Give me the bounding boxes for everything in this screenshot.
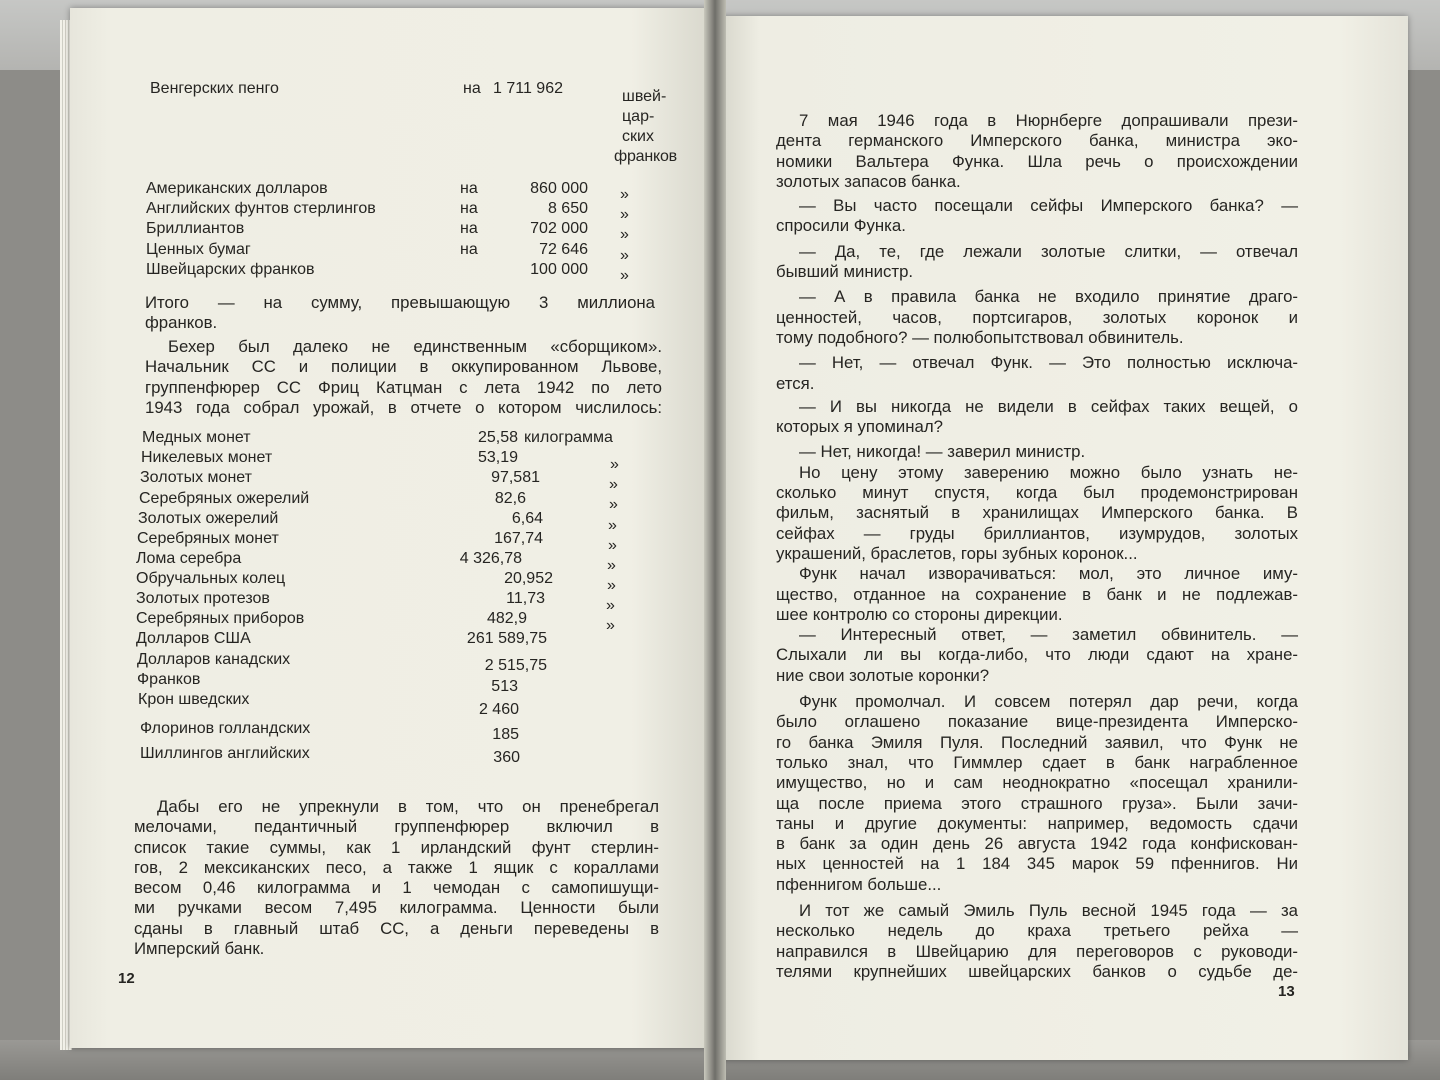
loot-amount: 513 — [491, 678, 518, 695]
text-line: шее контролю со стороны дирекции. — [776, 604, 1063, 624]
loot-label: Золотых протезов — [136, 590, 270, 607]
currency-amount: 1 711 962 — [493, 80, 563, 97]
currency-amount: 100 000 — [530, 261, 588, 278]
text-line: ется. — [776, 373, 815, 393]
loot-label: Медных монет — [142, 429, 251, 446]
paragraph-pedant — [134, 797, 659, 959]
text-line: группенфюрер СС Фриц Катцман с лета 1942 по лето — [145, 377, 662, 397]
currency-prep: на — [463, 80, 481, 97]
text-line: золотых запасов банка. — [776, 171, 961, 191]
text-line: имущество, но и сам неоднократно «посещал хранили- — [776, 773, 1298, 793]
text-line: — Вы часто посещали сейфы Имперского банка? — — [799, 196, 1298, 216]
paragraph — [776, 111, 1298, 192]
currency-amount: 702 000 — [530, 220, 588, 237]
text-line: Бехер был далеко не единственным «сборщиком». — [168, 337, 662, 356]
loot-label: Серебряных приборов — [136, 610, 305, 627]
currency-prep: на — [460, 220, 478, 237]
text-line: мелочами, педантичный группенфюрер включил в — [134, 817, 659, 837]
loot-unit: килограмма — [524, 429, 613, 446]
paragraph-total — [145, 293, 655, 334]
text-line: пфеннигом больше... — [776, 874, 942, 894]
paragraph — [776, 442, 1298, 462]
loot-unit: » — [609, 496, 618, 513]
text-line: сколько минут спустя, когда был продемонстрирован — [776, 483, 1298, 503]
paragraph — [776, 463, 1298, 564]
text-line: которых я упоминал? — [776, 417, 943, 437]
text-line: И тот же самый Эмиль Пуль весной 1945 года — за — [799, 900, 1298, 920]
loot-amount: 20,952 — [504, 570, 553, 587]
loot-amount: 482,9 — [486, 610, 527, 627]
currency-unit-line: цар- — [622, 108, 655, 125]
text-line: украшений, браслетов, горы зубных коронок... — [776, 543, 1138, 563]
loot-amount: 4 326,78 — [459, 550, 522, 567]
text-line: сданы в главный штаб СС, а деньги переведены в — [134, 918, 659, 938]
paragraph — [776, 242, 1298, 283]
loot-label: Крон шведских — [138, 691, 250, 708]
loot-amount: 2 515,75 — [484, 657, 547, 674]
currency-label: Американских долларов — [146, 180, 328, 197]
text-line: Функ начал изворачиваться: мол, это личное иму- — [799, 564, 1298, 584]
loot-label: Франков — [137, 671, 201, 688]
paragraph — [776, 625, 1298, 686]
loot-unit: » — [607, 557, 616, 574]
text-line: ценностей, часов, портсигаров, золотых коронок и — [776, 307, 1298, 327]
currency-amount: 72 646 — [539, 241, 588, 258]
loot-amount: 11,73 — [506, 590, 545, 607]
currency-prep: на — [460, 180, 478, 197]
loot-amount: 6,64 — [511, 510, 543, 527]
currency-unit-line: франков — [614, 148, 677, 165]
currency-unit: » — [620, 186, 629, 203]
text-line: — Нет, никогда! — заверил министр. — [799, 442, 1086, 462]
text-line: направился в Швейцарию для переговоров с руководи- — [776, 941, 1298, 961]
text-line: весом 0,46 килограмма и 1 чемодан с самопишущи- — [134, 878, 659, 898]
text-line: — А в правила банка не входило принятие драго- — [799, 287, 1298, 307]
loot-unit: » — [610, 456, 619, 473]
currency-label: Швейцарских франков — [146, 261, 315, 278]
loot-unit: » — [609, 476, 618, 493]
currency-amount: 8 650 — [547, 200, 588, 217]
text-line: спросили Функа. — [776, 216, 906, 236]
text-line: Но цену этому заверению можно было узнать не- — [799, 462, 1298, 482]
currency-label: Ценных бумаг — [146, 241, 251, 258]
text-line: — Интересный ответ, — заметил обвинитель. — — [799, 625, 1298, 645]
paragraph — [776, 564, 1298, 625]
paragraph-becher — [145, 337, 662, 418]
text-line: таны и другие документы: например, ведомость сдачи — [776, 813, 1298, 833]
text-line: гов, 2 мексиканских песо, а также 1 ящик с кораллами — [134, 857, 659, 877]
paragraph — [776, 901, 1298, 982]
loot-amount: 53,19 — [477, 449, 518, 466]
text-line: Начальник СС и полиции в оккупированном Львове, — [145, 357, 662, 377]
text-line: 7 мая 1946 года в Нюрнберге допрашивали прези- — [799, 111, 1298, 130]
currency-label: Бриллиантов — [146, 220, 245, 237]
page-number-left: 12 — [118, 970, 135, 987]
currency-prep: на — [460, 200, 478, 217]
text-line: ных ценностей на 1 184 345 марок 59 пфеннигов. Ни — [776, 854, 1298, 874]
currency-unit: » — [620, 206, 629, 223]
text-line: ща после приема этого страшного груза». Были зачи- — [776, 793, 1298, 813]
loot-label: Золотых монет — [140, 469, 252, 486]
loot-unit: » — [608, 517, 617, 534]
loot-label: Долларов США — [136, 630, 251, 647]
paragraph — [776, 692, 1298, 895]
text-line: Итого — на сумму, превышающую 3 миллиона — [145, 293, 655, 312]
text-line: было оглашено показание вице-президента Имперско- — [776, 712, 1298, 732]
loot-amount: 360 — [493, 749, 520, 766]
loot-amount: 82,6 — [494, 490, 526, 507]
text-line: телями крупнейших швейцарских банков о судьбе де- — [776, 961, 1298, 981]
text-line: Слыхали ли вы когда-либо, что люди сдают на хране- — [776, 645, 1298, 665]
text-line: тому подобного? — полюбопытствовал обвинитель. — [776, 327, 1184, 347]
right-page-body — [776, 111, 1298, 982]
loot-label: Серебряных монет — [137, 530, 279, 547]
loot-unit: » — [606, 597, 615, 614]
loot-label: Обручальных колец — [136, 570, 286, 587]
book-gutter — [704, 0, 726, 1080]
loot-label: Долларов канадских — [137, 651, 291, 668]
loot-label: Никелевых монет — [141, 449, 273, 466]
text-line: — И вы никогда не видели в сейфах таких вещей, о — [799, 396, 1298, 416]
text-line: ми ручками весом 7,495 килограмма. Ценности были — [134, 898, 659, 918]
text-line: сейфах — груды бриллиантов, изумрудов, золотых — [776, 523, 1298, 543]
text-line: Имперский банк. — [134, 939, 265, 959]
page-number-right: 13 — [1278, 983, 1295, 1000]
loot-label: Шиллингов английских — [140, 745, 310, 762]
text-line: список такие суммы, как 1 ирландский фунт стерлин- — [134, 837, 659, 857]
text-line: несколько недель до краха третьего рейха — — [776, 921, 1298, 941]
currency-label: Английских фунтов стерлингов — [146, 200, 376, 217]
loot-unit: » — [607, 577, 616, 594]
text-line: го банка Эмиля Пуля. Последний заявил, что Функ не — [776, 732, 1298, 752]
paragraph — [776, 196, 1298, 237]
text-line: ние свои золотые коронки? — [776, 665, 990, 685]
loot-label: Золотых ожерелий — [138, 510, 279, 527]
paragraph — [776, 353, 1298, 394]
currency-unit-line: ских — [622, 128, 654, 145]
loot-amount: 167,74 — [494, 530, 543, 547]
loot-label: Лома серебра — [136, 550, 242, 567]
loot-amount: 2 460 — [478, 701, 519, 718]
text-line: щество, отданное на сохранение в банк и не подлежав- — [776, 584, 1298, 604]
loot-amount: 261 589,75 — [466, 630, 547, 647]
text-line: только знал, что Гиммлер сдает в банк награбленное — [776, 752, 1298, 772]
text-line: Функ промолчал. И совсем потерял дар речи, когда — [799, 692, 1298, 712]
currency-unit-line: швей- — [622, 88, 667, 105]
text-line: Дабы его не упрекнули в том, что он пренебрегал — [157, 797, 659, 816]
loot-label: Флоринов голландских — [140, 720, 311, 737]
loot-unit: » — [608, 537, 617, 554]
text-line: фильм, заснятый в хранилищах Имперского банка. В — [776, 503, 1298, 523]
currency-unit: » — [620, 247, 629, 264]
loot-amount: 185 — [492, 726, 519, 743]
currency-amount: 860 000 — [530, 180, 588, 197]
currency-unit: » — [620, 267, 629, 284]
text-line: — Да, те, где лежали золотые слитки, — отвечал — [799, 241, 1298, 261]
text-line: франков. — [145, 313, 218, 333]
text-line: номики Вальтера Функа. Шла речь о происхождении — [776, 151, 1298, 171]
loot-unit: » — [606, 617, 615, 634]
text-line: — Нет, — отвечал Функ. — Это полностью исключа- — [799, 353, 1298, 373]
loot-amount: 97,581 — [491, 469, 540, 486]
text-line: 1943 года собрал урожай, в отчете о котором числилось: — [145, 397, 662, 417]
text-line: бывший министр. — [776, 262, 914, 282]
currency-prep: на — [460, 241, 478, 258]
loot-label: Серебряных ожерелий — [139, 490, 310, 507]
loot-amount: 25,58 — [477, 429, 518, 446]
currency-label: Венгерских пенго — [150, 80, 279, 97]
paragraph — [776, 287, 1298, 348]
currency-unit: » — [620, 226, 629, 243]
paragraph — [776, 397, 1298, 438]
text-line: дента германского Имперского банка, министра эко- — [776, 131, 1298, 151]
text-line: в банк за один день 26 августа 1942 года конфискован- — [776, 834, 1298, 854]
